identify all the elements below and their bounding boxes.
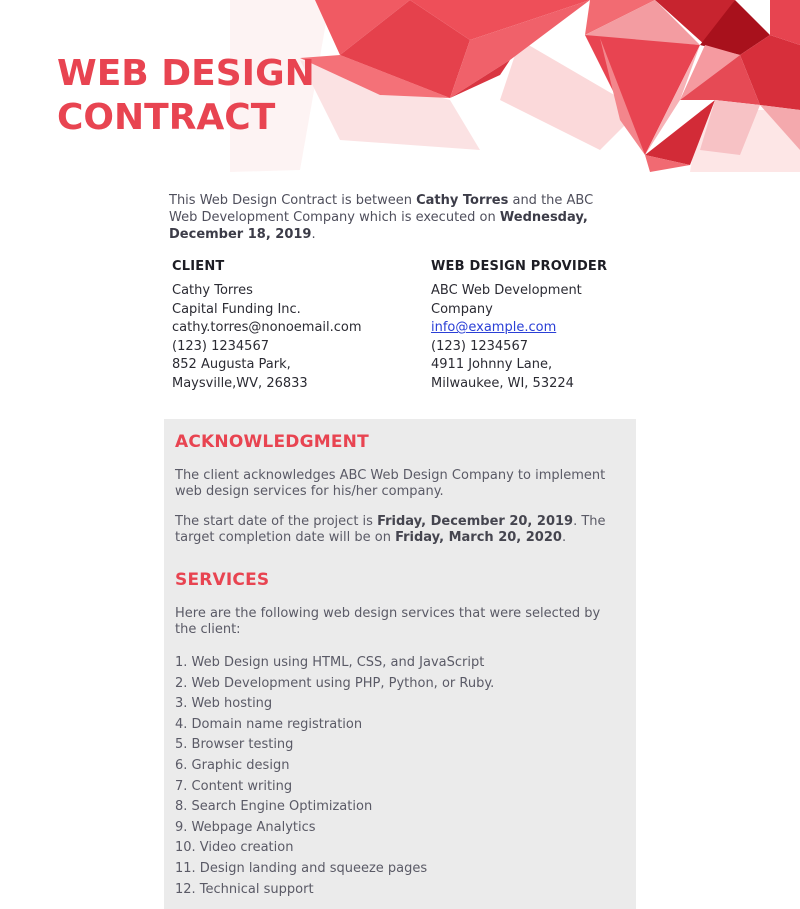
service-item: 4. Domain name registration: [175, 716, 363, 732]
service-item: 3. Web hosting: [175, 696, 273, 712]
service-item: 8. Search Engine Optimization: [175, 799, 373, 815]
service-item: 9. Webpage Analytics: [175, 819, 316, 835]
provider-email-link[interactable]: info@example.com: [431, 320, 557, 336]
client-block: [172, 258, 362, 394]
document-title: [57, 52, 315, 140]
completion-date: Friday, March 20, 2020: [395, 529, 562, 545]
service-item: 6. Graphic design: [175, 757, 290, 773]
intro-text: This Web Design Contract is between: [169, 193, 417, 208]
client-name: Cathy Torres: [172, 283, 253, 298]
services-heading: SERVICES: [175, 570, 270, 590]
service-item: 5. Browser testing: [175, 737, 294, 753]
client-phone: (123) 1234567: [172, 338, 269, 354]
provider-heading: WEB DESIGN PROVIDER: [431, 259, 608, 274]
service-item: 10. Video creation: [175, 840, 294, 856]
service-item: 2. Web Development using PHP, Python, or Ruby.: [175, 675, 495, 691]
provider-phone: (123) 1234567: [431, 338, 528, 354]
provider-address-line1: 4911 Johnny Lane,: [431, 357, 553, 373]
client-company: Capital Funding Inc.: [172, 301, 301, 317]
title-line-2: CONTRACT: [57, 97, 276, 138]
service-item: 1. Web Design using HTML, CSS, and JavaScript: [175, 655, 485, 670]
service-item: 12. Technical support: [175, 881, 314, 897]
services-intro: Here are the following web design services that were selected by the client:: [175, 606, 601, 637]
acknowledgment-paragraph-2: [175, 514, 625, 545]
intro-execution-date: Wednesday, December 18, 2019: [169, 210, 588, 242]
ack-text: The start date of the project is: [175, 514, 378, 529]
intro-text: .: [311, 227, 316, 242]
acknowledgment-heading: ACKNOWLEDGMENT: [175, 432, 369, 452]
start-date: Friday, December 20, 2019: [377, 514, 574, 529]
intro-paragraph: [169, 192, 619, 243]
ack-text: .: [561, 529, 567, 545]
client-heading: CLIENT: [172, 259, 225, 274]
header-banner: [0, 0, 800, 172]
client-address-line2: Maysville,WV, 26833: [172, 375, 308, 391]
client-email: cathy.torres@nonoemail.com: [172, 320, 362, 336]
provider-name-line1: ABC Web Development: [431, 283, 582, 298]
ack-text: . The target completion date will be on: [175, 514, 606, 545]
title-line-1: WEB DESIGN: [57, 53, 315, 94]
provider-address-line2: Milwaukee, WI, 53224: [431, 375, 574, 391]
provider-block: [431, 258, 607, 394]
acknowledgment-paragraph-1: The client acknowledges ABC Web Design Company to implement web design services for his/her company.: [175, 468, 606, 499]
provider-name-line2: Company: [431, 301, 493, 317]
service-item: 7. Content writing: [175, 778, 293, 794]
client-address-line1: 852 Augusta Park,: [172, 357, 291, 373]
services-list: [175, 653, 494, 900]
service-item: 11. Design landing and squeeze pages: [175, 860, 428, 876]
intro-text: and the ABC Web Development Company which is executed on: [169, 193, 594, 225]
intro-client-name: Cathy Torres: [416, 193, 509, 208]
